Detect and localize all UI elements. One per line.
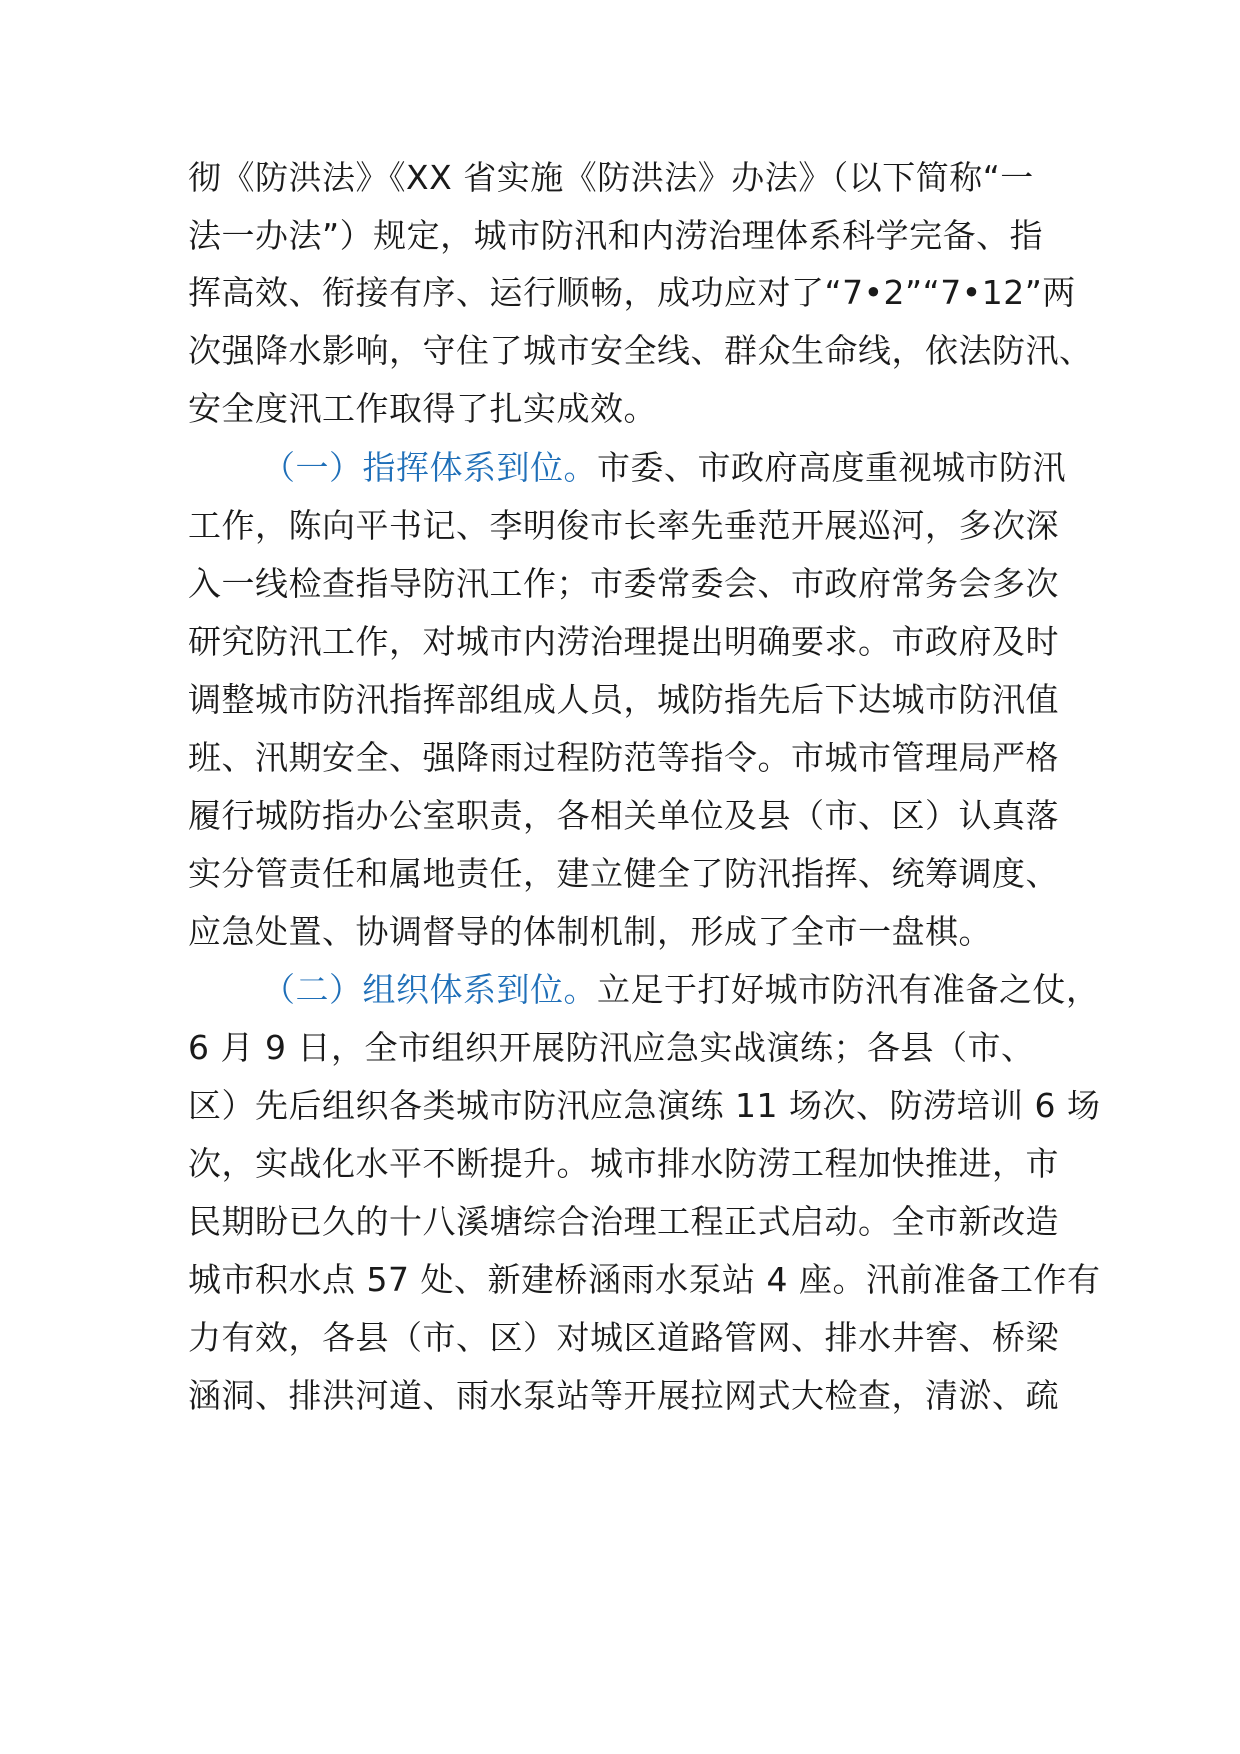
section2-line-5: 民期盼已久的十八溪塘综合治理工程正式启动。全市新改造 <box>188 1202 1059 1241</box>
intro-line-3: 挥高效、衔接有序、运行顺畅，成功应对了“7•2”“7•12”两 <box>188 273 1076 312</box>
section1-line-6: 班、汛期安全、强降雨过程防范等指令。市城市管理局严格 <box>188 738 1059 777</box>
section2-first-line-text: 立足于打好城市防汛有准备之仗， <box>597 970 1100 1009</box>
section2-line-4: 次，实战化水平不断提升。城市排水防涝工程加快推进，市 <box>188 1144 1059 1183</box>
section2-heading: （二）组织体系到位。 <box>262 970 597 1009</box>
section1-first-line <box>262 448 1066 488</box>
section1-line-8: 实分管责任和属地责任，建立健全了防汛指挥、统筹调度、 <box>188 854 1059 893</box>
intro-line-5: 安全度汛工作取得了扎实成效。 <box>188 389 657 428</box>
section1-line-7: 履行城防指办公室职责，各相关单位及县（市、区）认真落 <box>188 796 1059 835</box>
section1-line-2: 工作，陈向平书记、李明俊市长率先垂范开展巡河，多次深 <box>188 506 1059 545</box>
section1-line-9: 应急处置、协调督导的体制机制，形成了全市一盘棋。 <box>188 912 992 951</box>
section2-first-line <box>262 970 1100 1010</box>
section2-line-2: 6 月 9 日，全市组织开展防汛应急实战演练；各县（市、 <box>188 1028 1035 1067</box>
intro-line-2: 法一办法”）规定，城市防汛和内涝治理体系科学完备、指 <box>188 216 1044 255</box>
section1-line-3: 入一线检查指导防汛工作；市委常委会、市政府常务会多次 <box>188 564 1059 603</box>
intro-line-4: 次强降水影响，守住了城市安全线、群众生命线，依法防汛、 <box>188 331 1093 370</box>
intro-line-1: 彻《防洪法》《XX 省实施《防洪法》办法》（以下简称“一 <box>188 158 1034 197</box>
section2-line-8: 涵洞、排洪河道、雨水泵站等开展拉网式大检查，清淤、疏 <box>188 1376 1059 1415</box>
section1-first-line-text: 市委、市政府高度重视城市防汛 <box>597 448 1066 487</box>
section2-line-3: 区）先后组织各类城市防汛应急演练 11 场次、防涝培训 6 场 <box>188 1086 1101 1125</box>
section1-heading: （一）指挥体系到位。 <box>262 448 597 487</box>
section2-line-6: 城市积水点 57 处、新建桥涵雨水泵站 4 座。汛前准备工作有 <box>188 1260 1101 1299</box>
section1-line-5: 调整城市防汛指挥部组成人员，城防指先后下达城市防汛值 <box>188 680 1059 719</box>
section1-line-4: 研究防汛工作，对城市内涝治理提出明确要求。市政府及时 <box>188 622 1059 661</box>
section2-line-7: 力有效，各县（市、区）对城区道路管网、排水井窖、桥梁 <box>188 1318 1059 1357</box>
